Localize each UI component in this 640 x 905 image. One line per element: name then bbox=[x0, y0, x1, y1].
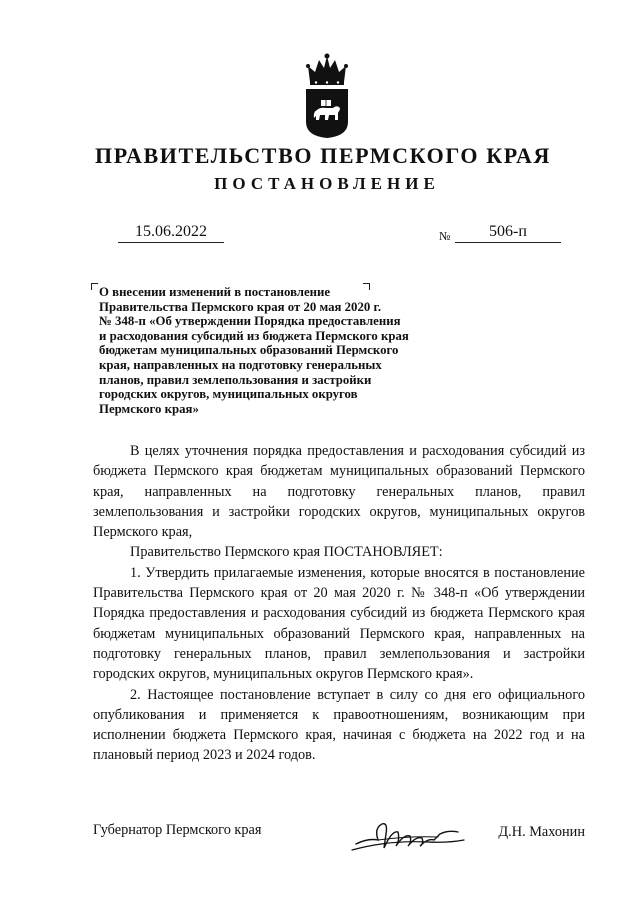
body-paragraph: 1. Утвердить прилагаемые изменения, которые вносятся в постановление Правительства Пермского края от 20 мая 2020 г. № 348-п «Об утверждении Порядка предоставления и расходования субсидий из бюджета Пермского края бюджетам муниципальных образований Пермского края, направленных на подготовку генеральных планов, правил землепользования и застройки городских округов, муниципальных округов Пермского края». bbox=[93, 564, 585, 683]
perm-krai-coat-of-arms-icon bbox=[302, 52, 352, 138]
signature-block bbox=[93, 822, 585, 862]
subject-line: Пермского края» bbox=[99, 401, 199, 416]
subject-line: бюджетам муниципальных образований Пермского bbox=[99, 343, 399, 358]
document-type: ПОСТАНОВЛЕНИЕ bbox=[214, 174, 440, 193]
document-subject bbox=[99, 285, 479, 416]
body-paragraph: Правительство Пермского края ПОСТАНОВЛЯЕТ: bbox=[130, 544, 443, 561]
document-date: 15.06.2022 bbox=[118, 222, 224, 243]
subject-line: Правительства Пермского края от 20 мая 2020 г. bbox=[99, 299, 382, 314]
subject-line: и расходования субсидий из бюджета Пермского края bbox=[99, 328, 409, 343]
body-paragraph: 2. Настоящее постановление вступает в силу со дня его официального опубликования и применяется к правоотношениям, возникающим при исполнении бюджета Пермского края, начиная с бюджета на 2022 год и на плановый период 2023 и 2024 годов. bbox=[93, 686, 585, 764]
subject-line: края, направленных на подготовку генеральных bbox=[99, 357, 382, 372]
signer-title: Губернатор Пермского края bbox=[93, 822, 262, 838]
document-body bbox=[93, 441, 585, 766]
subject-line: № 348-п «Об утверждении Порядка предоставления bbox=[99, 314, 401, 329]
subject-line: планов, правил землепользования и застройки bbox=[99, 372, 372, 387]
government-title: ПРАВИТЕЛЬСТВО ПЕРМСКОГО КРАЯ bbox=[95, 143, 551, 168]
body-paragraph: В целях уточнения порядка предоставления и расходования субсидий из бюджета Пермского края бюджетам муниципальных образований Пермского края, направленных на подготовку генеральных планов, правил землепользования и застройки городских округов, муниципальных округов Пермского края, bbox=[93, 443, 585, 541]
number-label: № bbox=[439, 229, 451, 243]
signer-name: Д.Н. Махонин bbox=[498, 824, 585, 840]
subject-line: городских округов, муниципальных округов bbox=[99, 387, 358, 402]
document-number: 506-п bbox=[455, 222, 561, 243]
subject-line: О внесении изменений в постановление bbox=[99, 285, 331, 299]
handwritten-signature bbox=[348, 810, 468, 860]
subject-bracket-left bbox=[91, 283, 98, 290]
